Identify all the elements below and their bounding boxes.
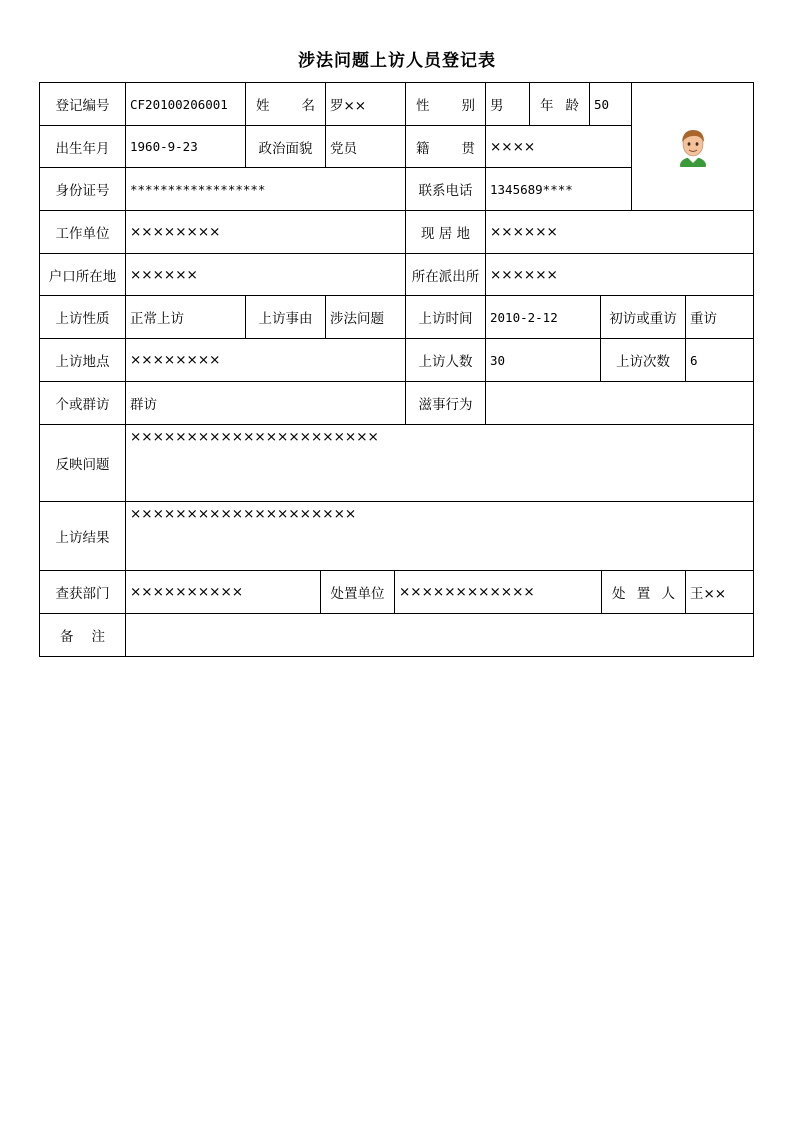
label-reason: 上访事由	[245, 295, 326, 339]
value-residence: ××××××	[485, 210, 754, 254]
label-native-b: 贯	[461, 140, 475, 157]
value-work: ××××××××	[125, 210, 406, 254]
value-result: ××××××××××××××××××××	[125, 501, 754, 571]
person-avatar-icon	[677, 127, 709, 167]
value-age: 50	[589, 82, 632, 126]
label-native	[405, 125, 486, 168]
value-dept: ××××××××××	[125, 570, 321, 614]
label-gender-a: 性	[416, 98, 430, 114]
value-group: 群访	[125, 381, 406, 425]
label-gender-b: 别	[461, 98, 475, 114]
label-result: 上访结果	[39, 501, 126, 571]
photo-box	[631, 82, 754, 211]
value-politics: 党员	[325, 125, 406, 168]
label-handler	[601, 570, 686, 614]
label-handler-c: 人	[661, 586, 675, 602]
label-native-a: 籍	[416, 140, 430, 157]
label-nature: 上访性质	[39, 295, 126, 339]
value-handler: 王××	[685, 570, 754, 614]
label-age-a: 年	[540, 98, 554, 114]
label-age	[529, 82, 590, 126]
value-count-times: 6	[685, 338, 754, 382]
value-reason: 涉法问题	[325, 295, 406, 339]
label-police: 所在派出所	[405, 253, 486, 296]
value-handle-unit: ××××××××××××	[394, 570, 602, 614]
value-id-card: ******************	[125, 167, 406, 211]
label-note	[39, 613, 126, 657]
label-count-times: 上访次数	[600, 338, 686, 382]
label-dept: 查获部门	[39, 570, 126, 614]
label-residence: 现 居 地	[405, 210, 486, 254]
label-gender	[405, 82, 486, 126]
label-phone: 联系电话	[405, 167, 486, 211]
label-handle-unit: 处置单位	[320, 570, 395, 614]
registration-form	[40, 83, 755, 658]
label-hukou: 户口所在地	[39, 253, 126, 296]
label-name-b: 名	[301, 98, 315, 114]
label-first-or-repeat: 初访或重访	[600, 295, 686, 339]
label-note-a: 备	[60, 629, 74, 645]
label-place: 上访地点	[39, 338, 126, 382]
label-handler-b: 置	[636, 586, 651, 602]
label-trouble: 滋事行为	[405, 381, 486, 425]
value-place: ××××××××	[125, 338, 406, 382]
label-reg-no: 登记编号	[39, 82, 126, 126]
label-handler-a: 处	[612, 586, 626, 602]
value-birth: 1960-9-23	[125, 125, 246, 168]
label-age-b: 龄	[565, 98, 579, 114]
value-issue: ××××××××××××××××××××××	[125, 424, 754, 502]
value-trouble	[485, 381, 754, 425]
value-count-people: 30	[485, 338, 601, 382]
value-first-or-repeat: 重访	[685, 295, 754, 339]
value-native: ××××	[485, 125, 632, 168]
form-title: 涉法问题上访人员登记表	[298, 51, 496, 71]
label-id-card: 身份证号	[39, 167, 126, 211]
value-note	[125, 613, 754, 657]
value-hukou: ××××××	[125, 253, 406, 296]
label-note-b: 注	[91, 629, 105, 645]
label-name	[245, 82, 326, 126]
label-time: 上访时间	[405, 295, 486, 339]
value-gender: 男	[485, 82, 530, 126]
value-phone: 1345689****	[485, 167, 632, 211]
label-politics: 政治面貌	[245, 125, 326, 168]
value-reg-no: CF20100206001	[125, 82, 246, 126]
value-name: 罗××	[325, 82, 406, 126]
label-name-a: 姓	[256, 98, 270, 114]
label-group: 个或群访	[39, 381, 126, 425]
label-count-people: 上访人数	[405, 338, 486, 382]
label-issue: 反映问题	[39, 424, 126, 502]
value-police: ××××××	[485, 253, 754, 296]
value-nature: 正常上访	[125, 295, 246, 339]
label-birth: 出生年月	[39, 125, 126, 168]
value-time: 2010-2-12	[485, 295, 601, 339]
label-work: 工作单位	[39, 210, 126, 254]
